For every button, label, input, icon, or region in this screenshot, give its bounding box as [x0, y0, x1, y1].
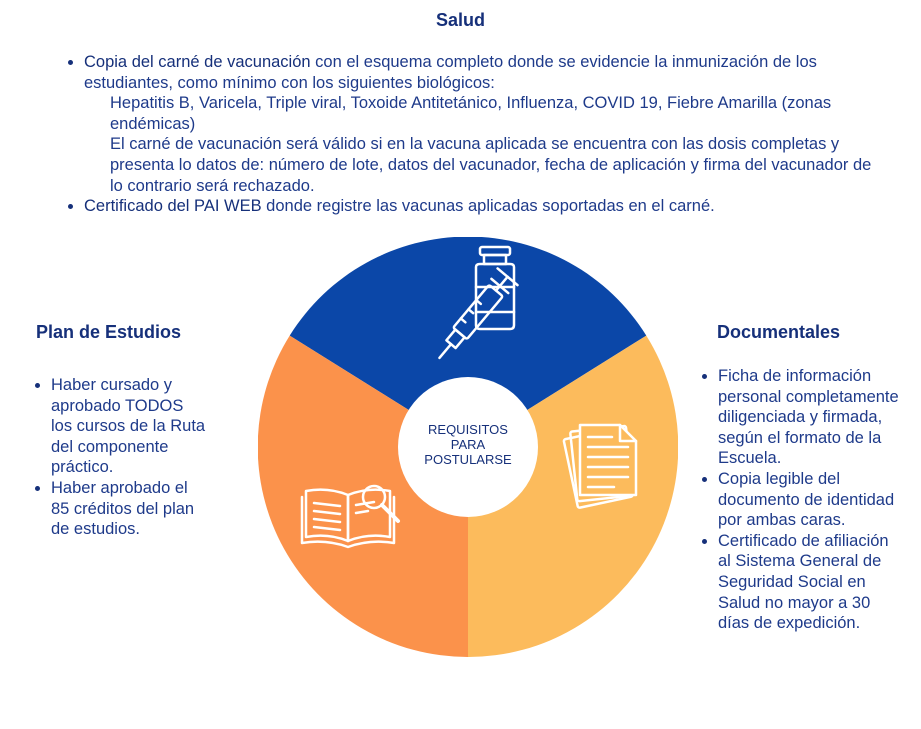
doc-item: • Ficha de información personal completamente diligenciada y firmada, según el formato de la Escuela. — [718, 366, 905, 469]
plan-item: • Haber aprobado el 85 créditos del plan de estudios. — [51, 478, 208, 540]
center-line-1: REQUISITOS — [428, 422, 508, 437]
salud-title: Salud — [435, 10, 485, 30]
salud-item-pai-web — [84, 196, 874, 217]
salud-item-vaccination-card — [84, 52, 874, 196]
documentales-title: Documentales — [717, 322, 841, 342]
documents-icon — [564, 425, 636, 508]
documentales-list — [700, 366, 905, 634]
validity-note: El carné de vacunación será válido si en la vacuna aplicada se encuentra con las dosis completas y presenta lo datos de: número de lote, datos del vacunador, fecha de aplicación y firma del vacunador de lo contrario será rechazado. — [110, 135, 872, 195]
salud-requirements — [64, 52, 874, 217]
salud-item-1-text: con el esquema completo donde se evidencie la inmunización de los estudiantes, como mínimo con los siguientes biológicos: — [84, 53, 817, 92]
requirements-wheel — [258, 237, 678, 657]
plan-estudios-title: Plan de Estudios — [36, 322, 182, 342]
doc-item: • Certificado de afiliación al Sistema General de Seguridad Social en Salud no mayor a 30 días de expedición. — [718, 531, 905, 634]
center-line-3: POSTULARSE — [424, 452, 512, 467]
salud-item-2-text: donde registre las vacunas aplicadas soportadas en el carné. — [261, 197, 715, 216]
doc-item: • Copia legible del documento de identidad por ambas caras. — [718, 469, 905, 531]
salud-item-1-bold: Copia del carné de vacunación — [84, 53, 311, 71]
salud-item-2-bold: Certificado del PAI WEB — [84, 197, 262, 216]
vaccines-list: Hepatitis B, Varicela, Triple viral, Toxoide Antitetánico, Influenza, COVID 19, Fiebre Amarilla (zonas endémicas) — [110, 94, 832, 133]
plan-item: • Haber cursado y aprobado TODOS los cursos de la Ruta del componente práctico. — [51, 375, 208, 478]
plan-estudios-list — [33, 375, 208, 540]
center-line-2: PARA — [450, 437, 486, 452]
